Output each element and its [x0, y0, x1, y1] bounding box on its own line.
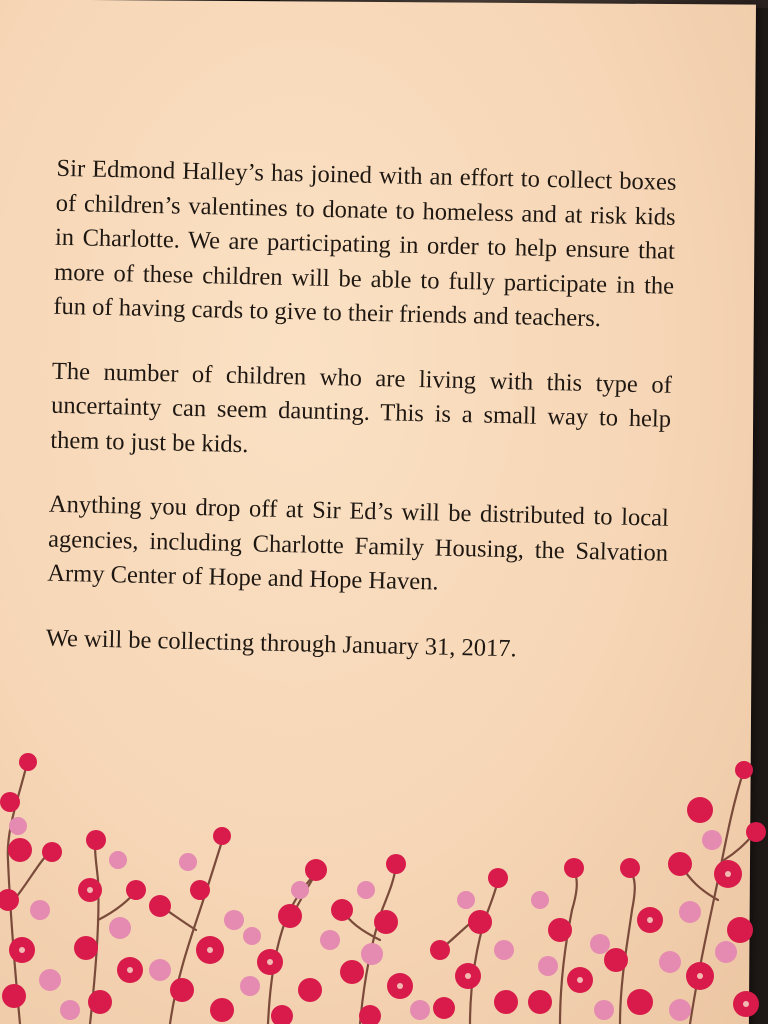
- paragraph-intro: Sir Edmond Halley’s has joined with an effort to collect boxes of children’s valentines to donate to homeless and at risk kids in Charlotte. We are participating in order to help ensure that more of these children will be able to fully participate in the fun of having cards to give to their friends and teachers.: [53, 154, 677, 333]
- paragraph-uncertainty: The number of children who are living with this type of uncertainty can seem daunting. This is a small way to help them to just be kids.: [50, 357, 673, 458]
- cherry-blossom-border: [0, 740, 768, 1024]
- flyer-text: [45, 152, 677, 700]
- paragraph-deadline: We will be collecting through January 31, 2017.: [45, 624, 518, 662]
- paragraph-distribution: Anything you drop off at Sir Ed’s will be distributed to local agencies, including Charlotte Family Housing, the Salvation Army Center of Hope and Hope Haven.: [47, 490, 670, 596]
